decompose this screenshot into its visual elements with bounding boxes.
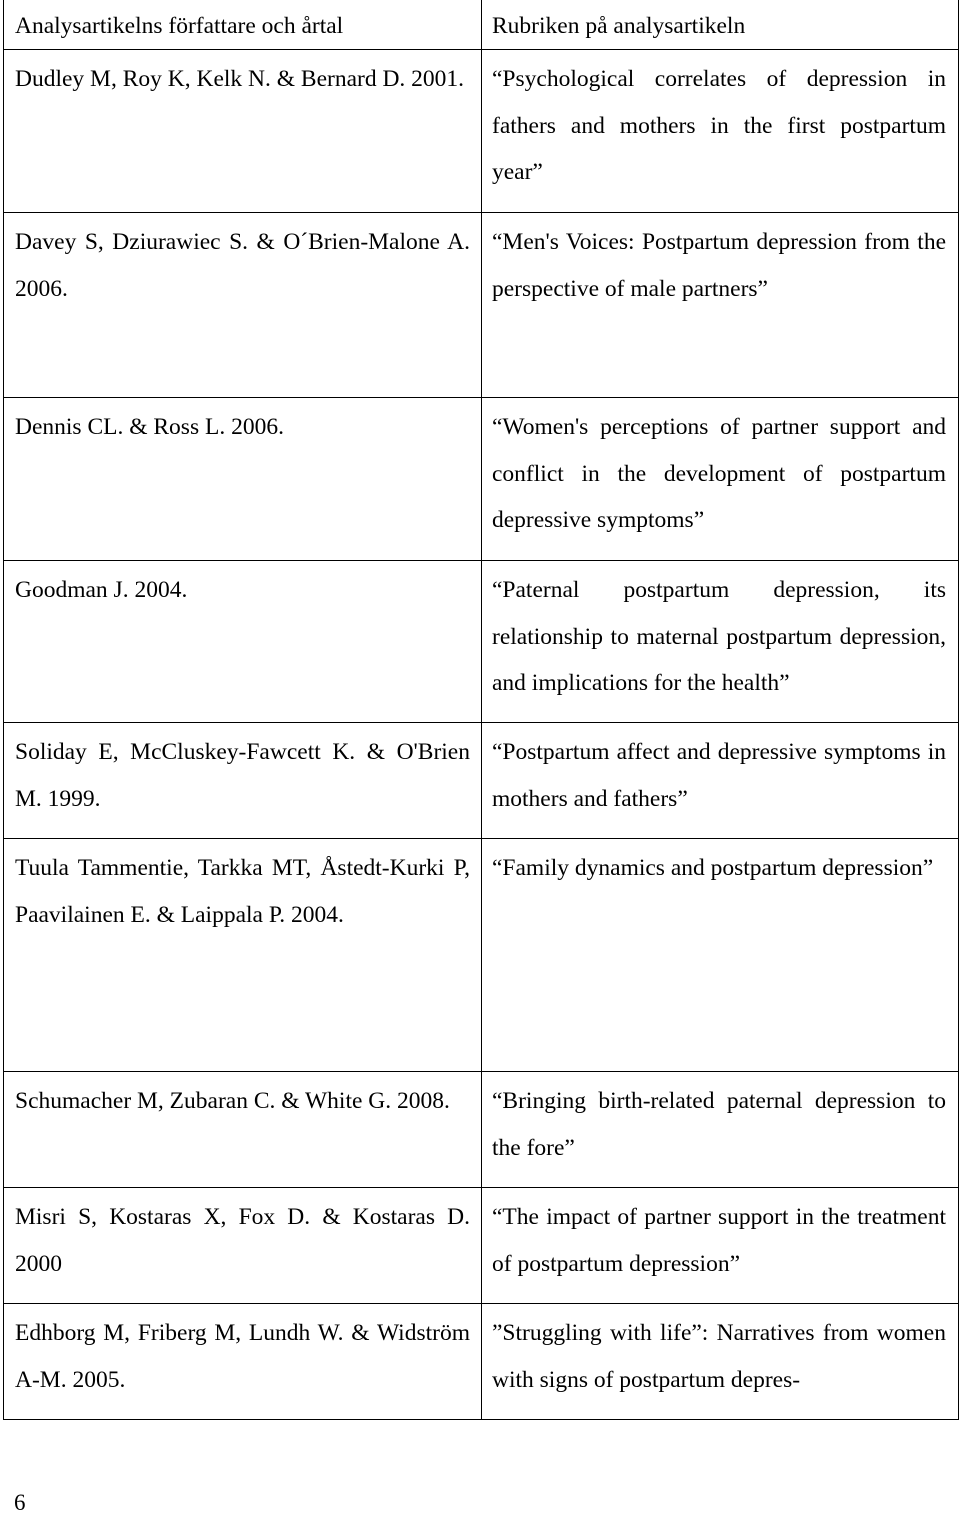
table-row — [4, 1304, 959, 1420]
table-row — [4, 1072, 959, 1188]
table-row — [4, 561, 959, 723]
literature-table — [3, 0, 959, 1420]
row-author: Edhborg M, Friberg M, Lundh W. & Widström A-M. 2005. — [4, 1304, 482, 1420]
row-title: ”Struggling with life”: Narratives from women with signs of postpartum depres- — [482, 1304, 959, 1420]
row-title: “Postpartum affect and depressive symptoms in mothers and fathers” — [482, 723, 959, 839]
row-title: “Women's perceptions of partner support and conflict in the development of postpartum depressive symptoms” — [482, 398, 959, 561]
row-title: “The impact of partner support in the treatment of postpartum depression” — [482, 1188, 959, 1304]
row-title: “Psychological correlates of depression in fathers and mothers in the first postpartum year” — [482, 50, 959, 213]
row-author: Dudley M, Roy K, Kelk N. & Bernard D. 2001. — [4, 50, 482, 213]
row-title: “Bringing birth-related paternal depression to the fore” — [482, 1072, 959, 1188]
table-row — [4, 1188, 959, 1304]
table-row — [4, 398, 959, 561]
row-author: Soliday E, McCluskey-Fawcett K. & O'Brien M. 1999. — [4, 723, 482, 839]
row-author: Dennis CL. & Ross L. 2006. — [4, 398, 482, 561]
row-title: “Paternal postpartum depression, its relationship to maternal postpartum depression, and implications for the health” — [482, 561, 959, 723]
row-author: Misri S, Kostaras X, Fox D. & Kostaras D. 2000 — [4, 1188, 482, 1304]
page-number: 6 — [14, 1490, 26, 1515]
row-author: Tuula Tammentie, Tarkka MT, Åstedt-Kurki P, Paavilainen E. & Laippala P. 2004. — [4, 839, 482, 1072]
row-author: Schumacher M, Zubaran C. & White G. 2008. — [4, 1072, 482, 1188]
header-author: Analysartikelns författare och årtal — [4, 0, 482, 50]
table-row — [4, 213, 959, 398]
table-row — [4, 50, 959, 213]
row-title: “Men's Voices: Postpartum depression from the perspective of male partners” — [482, 213, 959, 398]
table-header-row — [4, 0, 959, 50]
table-row — [4, 723, 959, 839]
row-title: “Family dynamics and postpartum depression” — [482, 839, 959, 1072]
table-row — [4, 839, 959, 1072]
row-author: Davey S, Dziurawiec S. & O´Brien-Malone A. 2006. — [4, 213, 482, 398]
row-author: Goodman J. 2004. — [4, 561, 482, 723]
header-title: Rubriken på analysartikeln — [482, 0, 959, 50]
